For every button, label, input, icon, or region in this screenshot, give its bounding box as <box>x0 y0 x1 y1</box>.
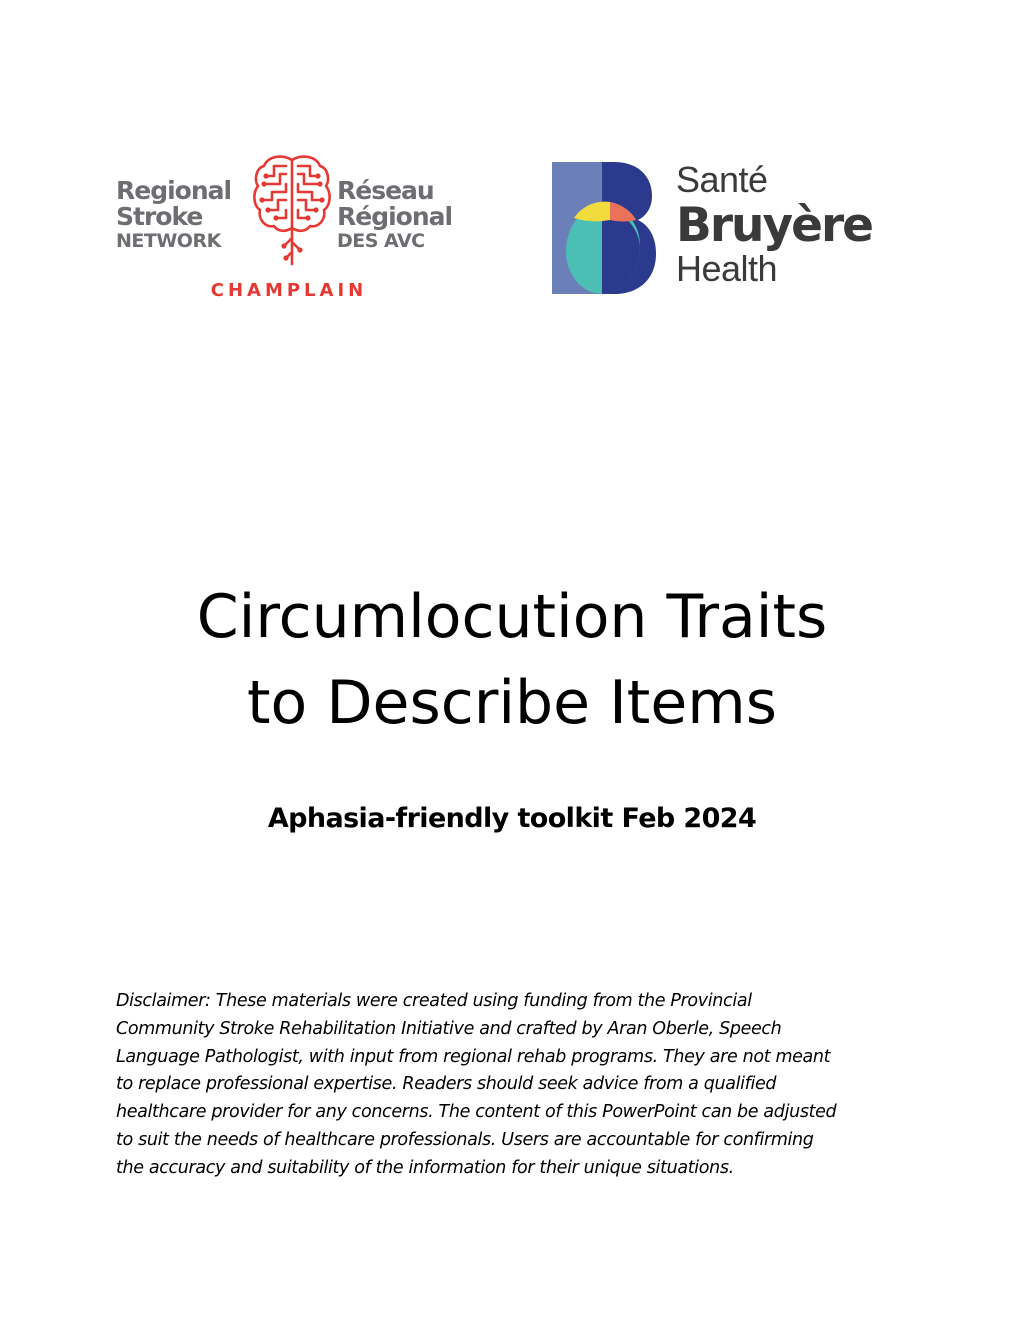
brain-circuit-icon <box>252 152 332 272</box>
disclaimer-line: the accuracy and suitability of the information for their unique situations. <box>116 1157 734 1178</box>
bruyere-b-mark-icon <box>552 160 656 296</box>
sante-bruyere-wordmark <box>676 160 872 287</box>
rsn-french-name <box>337 178 452 251</box>
disclaimer-line: Language Pathologist, with input from regional rehab programs. They are not meant <box>116 1046 831 1067</box>
rsn-line-regional: Regional <box>116 176 232 205</box>
sb-line-health: Health <box>676 248 778 289</box>
document-title-line-2: to Describe Items <box>247 668 777 738</box>
rsn-region-champlain: CHAMPLAIN <box>210 280 368 301</box>
disclaimer-line: to replace professional expertise. Readers should seek advice from a qualified <box>116 1074 777 1095</box>
disclaimer-line: Community Stroke Rehabilitation Initiative and crafted by Aran Oberle, Speech <box>116 1018 782 1039</box>
rsn-english-name <box>116 178 231 251</box>
disclaimer-line: to suit the needs of healthcare professionals. Users are accountable for confirming <box>116 1129 814 1150</box>
sante-bruyere-health-logo <box>552 160 924 300</box>
document-title <box>0 574 1024 746</box>
disclaimer-line: Disclaimer: These materials were created using funding from the Provincial <box>116 991 752 1011</box>
rsn-line-network: NETWORK <box>116 230 221 252</box>
rsn-line-regional-fr: Régional <box>337 202 453 231</box>
disclaimer-line: healthcare provider for any concerns. The content of this PowerPoint can be adjusted <box>116 1102 837 1123</box>
sb-line-sante: Santé <box>676 159 768 200</box>
regional-stroke-network-logo <box>114 152 464 304</box>
rsn-line-reseau: Réseau <box>337 176 434 205</box>
document-subtitle: Aphasia-friendly toolkit Feb 2024 <box>267 803 757 834</box>
disclaimer-paragraph <box>116 988 916 1183</box>
sb-line-bruyere: Bruyère <box>676 198 873 253</box>
rsn-line-stroke: Stroke <box>116 202 203 231</box>
rsn-line-des-avc: DES AVC <box>337 230 425 252</box>
document-title-line-1: Circumlocution Traits <box>196 582 828 652</box>
